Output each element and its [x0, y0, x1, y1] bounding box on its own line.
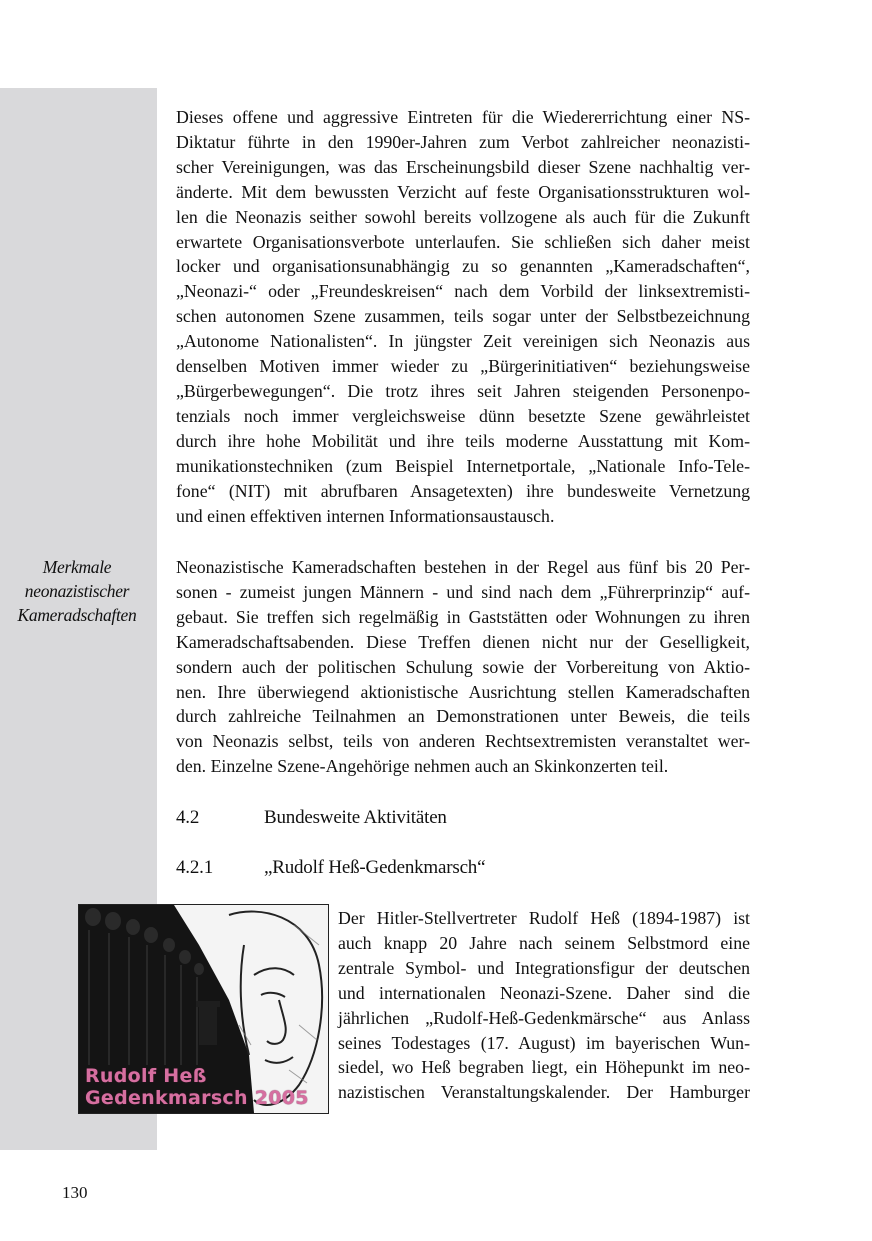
poster-caption-line: Rudolf Heß [85, 1065, 207, 1087]
section-title: Bundesweite Aktivitäten [264, 807, 447, 828]
text-line: „Bürgerbewegungen“. Die trotz ihres seit Jahren steigenden Personenpo- [176, 380, 750, 401]
text-line: nen. Ihre überwiegend aktionistische Ausrichtung stellen Kameradschaften [176, 681, 750, 702]
section-number: 4.2 [176, 807, 200, 828]
page-number: 130 [62, 1183, 88, 1202]
section-number: 4.2.1 [176, 857, 214, 878]
paragraph-3 [338, 906, 750, 1105]
text-line: den. Einzelne Szene-Angehörige nehmen auch an Skinkonzerten teil. [176, 756, 669, 777]
text-line: seines Todestages (17. August) im bayerischen Wun- [338, 1032, 750, 1053]
text-line: Kameradschaftsabenden. Diese Treffen dienen nicht nur der Geselligkeit, [176, 631, 750, 652]
text-line: „Autonome Nationalisten“. In jüngster Zeit vereinigen sich Neonazis aus [176, 331, 750, 352]
text-line: änderte. Mit dem bewussten Verzicht auf feste Organisationsstrukturen wol- [176, 181, 750, 202]
text-line: Der Hitler-Stellvertreter Rudolf Heß (1894-1987) ist [338, 908, 750, 928]
margin-note-line: Merkmale [42, 557, 112, 577]
text-line: und internationalen Neonazi-Szene. Daher sind die [338, 982, 750, 1003]
section-title: „Rudolf Heß-Gedenkmarsch“ [264, 857, 486, 878]
text-line: denselben Motiven immer wieder zu „Bürgerinitiativen“ beziehungsweise [176, 356, 750, 377]
text-line: siedel, wo Heß begraben liegt, ein Höhepunkt im neo- [338, 1057, 750, 1078]
paragraph-2 [176, 555, 750, 779]
margin-note-line: neonazistischer [24, 581, 130, 601]
text-line: sondern auch der politischen Schulung sowie der Vorbereitung von Aktio- [176, 656, 750, 677]
text-line: durch zahlreiche Teilnahmen an Demonstrationen unter Beweis, die teils [176, 706, 750, 727]
margin-note [0, 555, 154, 627]
text-line: gebaut. Sie treffen sich regelmäßig in Gaststätten oder Wohnungen zu ihren [176, 606, 750, 627]
text-line: len die Neonazis seither sowohl bereits vollzogene als auch für die Zukunft [176, 206, 750, 227]
text-line: scher Vereinigungen, was das Erscheinungsbild dieser Szene nachhaltig ver- [176, 156, 750, 177]
text-line: Neonazistische Kameradschaften bestehen in der Regel aus fünf bis 20 Per- [176, 557, 750, 577]
poster-caption-line: Gedenkmarsch 2005 [85, 1087, 309, 1109]
text-line: durch ihre hohe Mobilität und ihre teils moderne Ausstattung mit Kom- [176, 430, 750, 451]
poster-caption [85, 1065, 309, 1109]
text-line: auch knapp 20 Jahre nach seinem Selbstmord eine [338, 932, 750, 953]
text-line: und einen effektiven internen Informationsaustausch. [176, 505, 555, 526]
text-line: zentrale Symbol- und Integrationsfigur der deutschen [338, 957, 750, 978]
paragraph-1 [176, 105, 750, 528]
text-line: Dieses offene und aggressive Eintreten für die Wiedererrichtung einer NS- [176, 107, 750, 127]
text-line: sonen - zumeist jungen Männern - und sind nach dem „Führerprinzip“ auf- [176, 581, 750, 602]
text-line: fone“ (NIT) mit abrufbaren Ansagetexten) ihre bundesweite Vernetzung [176, 480, 750, 501]
text-line: munikationstechniken (zum Beispiel Internetportale, „Nationale Info-Tele- [176, 455, 750, 476]
text-line: erwartete Organisationsverbote unterlaufen. Sie schließen sich daher meist [176, 231, 750, 252]
text-line: nazistischen Veranstaltungskalender. Der Hamburger [338, 1082, 750, 1103]
poster-image [78, 904, 329, 1114]
text-line: Diktatur führte in den 1990er-Jahren zum Verbot zahlreicher neonazisti- [176, 131, 750, 152]
text-line: locker und organisationsunabhängig zu so genannten „Kameradschaften“, [176, 256, 750, 277]
text-line: jährlichen „Rudolf-Heß-Gedenkmärsche“ aus Anlass [338, 1007, 750, 1028]
text-line: schen autonomen Szene zusammen, teils sogar unter der Selbstbezeichnung [176, 306, 750, 327]
margin-note-line: Kameradschaften [17, 605, 137, 625]
text-line: „Neonazi-“ oder „Freundeskreisen“ nach dem Vorbild der linksextremisti- [176, 281, 750, 302]
text-line: tenzials noch immer vergleichsweise dünn besetzte Szene gewährleistet [176, 405, 750, 426]
text-line: von Neonazis selbst, teils von anderen Rechtsextremisten veranstaltet wer- [176, 731, 750, 752]
